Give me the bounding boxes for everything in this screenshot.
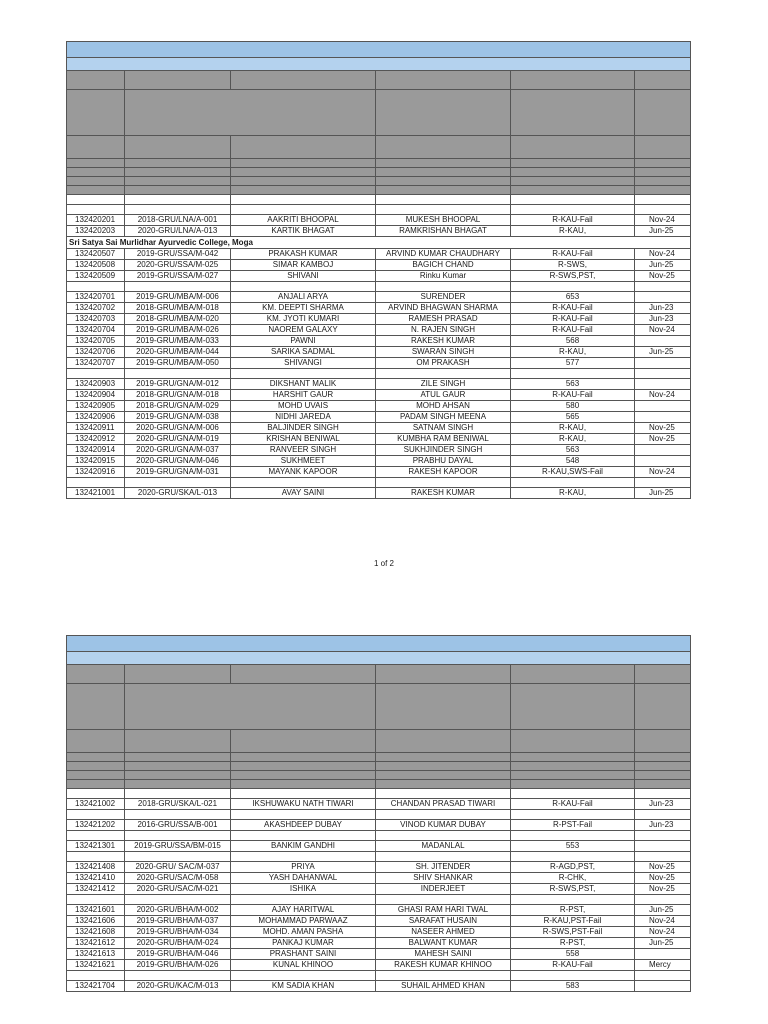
session-cell: Mercy bbox=[635, 960, 691, 971]
result-status-cell: R-SWS,PST-Fail bbox=[511, 927, 635, 938]
registration-number-cell: 2018-GRU/GNA/M-018 bbox=[125, 390, 231, 401]
roll-number-cell: 132420703 bbox=[67, 314, 125, 325]
roll-number-cell: 132421408 bbox=[67, 862, 125, 873]
registration-number-cell: 2019-GRU/MBA/M-033 bbox=[125, 336, 231, 347]
table-row bbox=[67, 412, 691, 423]
father-name-cell: SHIV SHANKAR bbox=[376, 873, 511, 884]
registration-number-cell: 2020-GRU/SKA/L-013 bbox=[125, 488, 231, 499]
session-cell: Nov-25 bbox=[635, 884, 691, 895]
registration-number-cell: 2018-GRU/LNA/A-001 bbox=[125, 215, 231, 226]
session-cell bbox=[635, 456, 691, 467]
session-cell: Nov-24 bbox=[635, 916, 691, 927]
table-row bbox=[67, 467, 691, 478]
student-name-cell: PANKAJ KUMAR bbox=[231, 938, 376, 949]
student-name-cell: PRASHANT SAINI bbox=[231, 949, 376, 960]
session-cell: Jun-23 bbox=[635, 799, 691, 810]
result-status-cell: R-PST-Fail bbox=[511, 820, 635, 831]
table-row bbox=[67, 884, 691, 895]
result-status-cell: R-KAU,SWS-Fail bbox=[511, 467, 635, 478]
session-cell: Nov-25 bbox=[635, 862, 691, 873]
session-cell bbox=[635, 379, 691, 390]
registration-number-cell: 2019-GRU/GNA/M-012 bbox=[125, 379, 231, 390]
father-name-cell: SUKHJINDER SINGH bbox=[376, 445, 511, 456]
header-row bbox=[67, 195, 691, 205]
father-name-cell: NASEER AHMED bbox=[376, 927, 511, 938]
result-status-cell: 553 bbox=[511, 841, 635, 852]
table-row bbox=[67, 905, 691, 916]
result-status-cell: R-PST, bbox=[511, 938, 635, 949]
student-name-cell: IKSHUWAKU NATH TIWARI bbox=[231, 799, 376, 810]
registration-number-cell: 2020-GRU/GNA/M-037 bbox=[125, 445, 231, 456]
roll-number-cell: 132420915 bbox=[67, 456, 125, 467]
father-name-cell: ATUL GAUR bbox=[376, 390, 511, 401]
father-name-cell: OM PRAKASH bbox=[376, 358, 511, 369]
table-row bbox=[67, 325, 691, 336]
table-row bbox=[67, 314, 691, 325]
table-row bbox=[67, 949, 691, 960]
session-cell bbox=[635, 401, 691, 412]
registration-number-cell: 2019-GRU/SSA/M-042 bbox=[125, 249, 231, 260]
result-status-cell: R-KAU, bbox=[511, 423, 635, 434]
session-cell: Jun-23 bbox=[635, 314, 691, 325]
student-name-cell: KARTIK BHAGAT bbox=[231, 226, 376, 237]
father-name-cell: BALWANT KUMAR bbox=[376, 938, 511, 949]
student-name-cell: ISHIKA bbox=[231, 884, 376, 895]
roll-number-cell: 132420201 bbox=[67, 215, 125, 226]
student-name-cell: SARIKA SADMAL bbox=[231, 347, 376, 358]
roll-number-cell: 132421612 bbox=[67, 938, 125, 949]
father-name-cell: CHANDAN PRASAD TIWARI bbox=[376, 799, 511, 810]
result-status-cell: R-KAU, bbox=[511, 434, 635, 445]
session-cell: Jun-25 bbox=[635, 226, 691, 237]
roll-number-cell: 132420706 bbox=[67, 347, 125, 358]
header-row bbox=[67, 177, 691, 186]
result-status-cell: R-CHK, bbox=[511, 873, 635, 884]
table-row bbox=[67, 799, 691, 810]
session-cell bbox=[635, 949, 691, 960]
table-row bbox=[67, 401, 691, 412]
student-name-cell: KUNAL KHINOO bbox=[231, 960, 376, 971]
session-cell: Nov-24 bbox=[635, 325, 691, 336]
session-cell: Jun-25 bbox=[635, 347, 691, 358]
father-name-cell: ARVIND BHAGWAN SHARMA bbox=[376, 303, 511, 314]
session-cell: Jun-25 bbox=[635, 488, 691, 499]
header-band bbox=[67, 636, 691, 652]
roll-number-cell: 132421704 bbox=[67, 981, 125, 992]
roll-number-cell: 132420705 bbox=[67, 336, 125, 347]
registration-number-cell: 2019-GRU/BHA/M-034 bbox=[125, 927, 231, 938]
registration-number-cell: 2019-GRU/GNA/M-031 bbox=[125, 467, 231, 478]
session-cell: Nov-25 bbox=[635, 873, 691, 884]
roll-number-cell: 132420701 bbox=[67, 292, 125, 303]
group-spacer bbox=[67, 852, 691, 862]
student-name-cell: MOHD. AMAN PASHA bbox=[231, 927, 376, 938]
registration-number-cell: 2016-GRU/SSA/B-001 bbox=[125, 820, 231, 831]
registration-number-cell: 2020-GRU/SSA/M-025 bbox=[125, 260, 231, 271]
header-row bbox=[67, 730, 691, 753]
header-band bbox=[67, 42, 691, 58]
session-cell: Nov-24 bbox=[635, 467, 691, 478]
father-name-cell: SARAFAT HUSAIN bbox=[376, 916, 511, 927]
table-row bbox=[67, 303, 691, 314]
registration-number-cell: 2019-GRU/SSA/BM-015 bbox=[125, 841, 231, 852]
header-band bbox=[67, 58, 691, 71]
registration-number-cell: 2018-GRU/SKA/L-021 bbox=[125, 799, 231, 810]
registration-number-cell: 2020-GRU/ SAC/M-037 bbox=[125, 862, 231, 873]
father-name-cell: ARVIND KUMAR CHAUDHARY bbox=[376, 249, 511, 260]
student-name-cell: SIMAR KAMBOJ bbox=[231, 260, 376, 271]
student-name-cell: KM. JYOTI KUMARI bbox=[231, 314, 376, 325]
session-cell: Nov-25 bbox=[635, 434, 691, 445]
roll-number-cell: 132420508 bbox=[67, 260, 125, 271]
registration-number-cell: 2019-GRU/BHA/M-046 bbox=[125, 949, 231, 960]
table-row bbox=[67, 215, 691, 226]
result-status-cell: R-KAU-Fail bbox=[511, 215, 635, 226]
student-name-cell: RANVEER SINGH bbox=[231, 445, 376, 456]
result-status-cell: 577 bbox=[511, 358, 635, 369]
father-name-cell: SUHAIL AHMED KHAN bbox=[376, 981, 511, 992]
result-status-cell: R-KAU-Fail bbox=[511, 249, 635, 260]
student-name-cell: BALJINDER SINGH bbox=[231, 423, 376, 434]
roll-number-cell: 132421606 bbox=[67, 916, 125, 927]
table-row bbox=[67, 260, 691, 271]
student-name-cell: KM. DEEPTI SHARMA bbox=[231, 303, 376, 314]
registration-number-cell: 2019-GRU/BHA/M-037 bbox=[125, 916, 231, 927]
table-row bbox=[67, 358, 691, 369]
father-name-cell: GHASI RAM HARI TWAL bbox=[376, 905, 511, 916]
table-row bbox=[67, 249, 691, 260]
father-name-cell: MOHD AHSAN bbox=[376, 401, 511, 412]
group-spacer bbox=[67, 282, 691, 292]
table-row bbox=[67, 456, 691, 467]
roll-number-cell: 132420906 bbox=[67, 412, 125, 423]
page-number: 1 of 2 bbox=[373, 559, 394, 568]
header-row bbox=[67, 71, 691, 90]
student-name-cell: HARSHIT GAUR bbox=[231, 390, 376, 401]
registration-number-cell: 2020-GRU/GNA/M-046 bbox=[125, 456, 231, 467]
college-name: Sri Satya Sai Murlidhar Ayurvedic College, Moga bbox=[67, 237, 691, 249]
registration-number-cell: 2019-GRU/MBA/M-026 bbox=[125, 325, 231, 336]
table-row bbox=[67, 390, 691, 401]
roll-number-cell: 132421202 bbox=[67, 820, 125, 831]
registration-number-cell: 2019-GRU/MBA/M-006 bbox=[125, 292, 231, 303]
student-name-cell: ANJALI ARYA bbox=[231, 292, 376, 303]
registration-number-cell: 2018-GRU/MBA/M-018 bbox=[125, 303, 231, 314]
table-row bbox=[67, 226, 691, 237]
result-status-cell: R-KAU,PST-Fail bbox=[511, 916, 635, 927]
roll-number-cell: 132421002 bbox=[67, 799, 125, 810]
session-cell: Nov-24 bbox=[635, 390, 691, 401]
roll-number-cell: 132420509 bbox=[67, 271, 125, 282]
result-status-cell: R-KAU-Fail bbox=[511, 390, 635, 401]
student-name-cell: PRAKASH KUMAR bbox=[231, 249, 376, 260]
table-row bbox=[67, 445, 691, 456]
student-name-cell: NAOREM GALAXY bbox=[231, 325, 376, 336]
table-row bbox=[67, 271, 691, 282]
father-name-cell: RAMESH PRASAD bbox=[376, 314, 511, 325]
result-status-cell: R-KAU-Fail bbox=[511, 303, 635, 314]
header-row bbox=[67, 762, 691, 771]
registration-number-cell: 2020-GRU/LNA/A-013 bbox=[125, 226, 231, 237]
student-name-cell: MOHAMMAD PARWAAZ bbox=[231, 916, 376, 927]
session-cell bbox=[635, 292, 691, 303]
student-name-cell: PRIYA bbox=[231, 862, 376, 873]
result-status-cell: R-AGD,PST, bbox=[511, 862, 635, 873]
result-sheet-page-1 bbox=[66, 41, 690, 499]
session-cell: Jun-25 bbox=[635, 938, 691, 949]
session-cell: Jun-25 bbox=[635, 260, 691, 271]
student-name-cell: NIDHI JAREDA bbox=[231, 412, 376, 423]
roll-number-cell: 132420702 bbox=[67, 303, 125, 314]
father-name-cell: Rinku Kumar bbox=[376, 271, 511, 282]
group-spacer bbox=[67, 831, 691, 841]
father-name-cell: VINOD KUMAR DUBAY bbox=[376, 820, 511, 831]
father-name-cell: MADANLAL bbox=[376, 841, 511, 852]
father-name-cell: KUMBHA RAM BENIWAL bbox=[376, 434, 511, 445]
session-cell: Nov-24 bbox=[635, 215, 691, 226]
session-cell: Nov-25 bbox=[635, 423, 691, 434]
header-band bbox=[67, 652, 691, 665]
group-spacer bbox=[67, 810, 691, 820]
session-cell bbox=[635, 358, 691, 369]
roll-number-cell: 132421613 bbox=[67, 949, 125, 960]
header-row bbox=[67, 771, 691, 780]
student-name-cell: SHIVANGI bbox=[231, 358, 376, 369]
roll-number-cell: 132420704 bbox=[67, 325, 125, 336]
table-row bbox=[67, 347, 691, 358]
result-status-cell: 583 bbox=[511, 981, 635, 992]
table-row bbox=[67, 841, 691, 852]
roll-number-cell: 132421608 bbox=[67, 927, 125, 938]
roll-number-cell: 132420507 bbox=[67, 249, 125, 260]
roll-number-cell: 132420203 bbox=[67, 226, 125, 237]
student-name-cell: YASH DAHANWAL bbox=[231, 873, 376, 884]
student-name-cell: BANKIM GANDHI bbox=[231, 841, 376, 852]
father-name-cell: RAMKRISHAN BHAGAT bbox=[376, 226, 511, 237]
result-status-cell: R-KAU, bbox=[511, 226, 635, 237]
result-status-cell: 568 bbox=[511, 336, 635, 347]
table-row bbox=[67, 873, 691, 884]
father-name-cell: RAKESH KUMAR bbox=[376, 488, 511, 499]
header-row bbox=[67, 780, 691, 789]
result-status-cell: R-SWS,PST, bbox=[511, 884, 635, 895]
roll-number-cell: 132421001 bbox=[67, 488, 125, 499]
father-name-cell: RAKESH KAPOOR bbox=[376, 467, 511, 478]
father-name-cell: SH. JITENDER bbox=[376, 862, 511, 873]
header-row bbox=[67, 186, 691, 195]
registration-number-cell: 2018-GRU/GNA/M-029 bbox=[125, 401, 231, 412]
father-name-cell: SWARAN SINGH bbox=[376, 347, 511, 358]
header-row bbox=[67, 205, 691, 215]
roll-number-cell: 132420904 bbox=[67, 390, 125, 401]
result-table-2 bbox=[66, 635, 691, 992]
header-row bbox=[67, 90, 691, 136]
result-status-cell: R-SWS, bbox=[511, 260, 635, 271]
result-status-cell: R-SWS,PST, bbox=[511, 271, 635, 282]
father-name-cell: INDERJEET bbox=[376, 884, 511, 895]
registration-number-cell: 2019-GRU/SSA/M-027 bbox=[125, 271, 231, 282]
result-status-cell: 558 bbox=[511, 949, 635, 960]
registration-number-cell: 2018-GRU/MBA/M-020 bbox=[125, 314, 231, 325]
student-name-cell: PAWNI bbox=[231, 336, 376, 347]
student-name-cell: AVAY SAINI bbox=[231, 488, 376, 499]
result-status-cell: R-KAU-Fail bbox=[511, 799, 635, 810]
student-name-cell: MAYANK KAPOOR bbox=[231, 467, 376, 478]
student-name-cell: MOHD UVAIS bbox=[231, 401, 376, 412]
father-name-cell: N. RAJEN SINGH bbox=[376, 325, 511, 336]
session-cell: Nov-25 bbox=[635, 271, 691, 282]
result-status-cell: 548 bbox=[511, 456, 635, 467]
roll-number-cell: 132420916 bbox=[67, 467, 125, 478]
student-name-cell: KRISHAN BENIWAL bbox=[231, 434, 376, 445]
registration-number-cell: 2019-GRU/GNA/M-038 bbox=[125, 412, 231, 423]
session-cell: Nov-24 bbox=[635, 249, 691, 260]
student-name-cell: AJAY HARITWAL bbox=[231, 905, 376, 916]
group-spacer bbox=[67, 895, 691, 905]
roll-number-cell: 132421601 bbox=[67, 905, 125, 916]
college-heading-row bbox=[67, 237, 691, 249]
table-row bbox=[67, 379, 691, 390]
student-name-cell: AKASHDEEP DUBAY bbox=[231, 820, 376, 831]
registration-number-cell: 2020-GRU/BHA/M-002 bbox=[125, 905, 231, 916]
registration-number-cell: 2019-GRU/BHA/M-026 bbox=[125, 960, 231, 971]
session-cell: Jun-23 bbox=[635, 303, 691, 314]
roll-number-cell: 132420707 bbox=[67, 358, 125, 369]
table-row bbox=[67, 488, 691, 499]
session-cell: Jun-25 bbox=[635, 905, 691, 916]
header-row bbox=[67, 665, 691, 684]
result-status-cell: R-KAU-Fail bbox=[511, 314, 635, 325]
table-row bbox=[67, 938, 691, 949]
table-row bbox=[67, 960, 691, 971]
father-name-cell: PADAM SINGH MEENA bbox=[376, 412, 511, 423]
roll-number-cell: 132420912 bbox=[67, 434, 125, 445]
result-status-cell: R-KAU-Fail bbox=[511, 325, 635, 336]
result-status-cell: R-PST, bbox=[511, 905, 635, 916]
roll-number-cell: 132420905 bbox=[67, 401, 125, 412]
father-name-cell: SURENDER bbox=[376, 292, 511, 303]
table-row bbox=[67, 423, 691, 434]
student-name-cell: DIKSHANT MALIK bbox=[231, 379, 376, 390]
father-name-cell: RAKESH KUMAR bbox=[376, 336, 511, 347]
father-name-cell: RAKESH KUMAR KHINOO bbox=[376, 960, 511, 971]
registration-number-cell: 2019-GRU/MBA/M-050 bbox=[125, 358, 231, 369]
result-status-cell: 565 bbox=[511, 412, 635, 423]
roll-number-cell: 132421301 bbox=[67, 841, 125, 852]
session-cell bbox=[635, 445, 691, 456]
table-row bbox=[67, 981, 691, 992]
table-row bbox=[67, 336, 691, 347]
session-cell bbox=[635, 841, 691, 852]
table-row bbox=[67, 927, 691, 938]
header-row bbox=[67, 136, 691, 159]
session-cell bbox=[635, 412, 691, 423]
result-status-cell: R-KAU, bbox=[511, 347, 635, 358]
group-spacer bbox=[67, 971, 691, 981]
result-status-cell: R-KAU, bbox=[511, 488, 635, 499]
session-cell bbox=[635, 336, 691, 347]
registration-number-cell: 2020-GRU/SAC/M-021 bbox=[125, 884, 231, 895]
registration-number-cell: 2020-GRU/SAC/M-058 bbox=[125, 873, 231, 884]
result-status-cell: 653 bbox=[511, 292, 635, 303]
result-status-cell: 563 bbox=[511, 445, 635, 456]
registration-number-cell: 2020-GRU/KAC/M-013 bbox=[125, 981, 231, 992]
father-name-cell: MAHESH SAINI bbox=[376, 949, 511, 960]
father-name-cell: ZILE SINGH bbox=[376, 379, 511, 390]
registration-number-cell: 2020-GRU/MBA/M-044 bbox=[125, 347, 231, 358]
roll-number-cell: 132421410 bbox=[67, 873, 125, 884]
student-name-cell: SUKHMEET bbox=[231, 456, 376, 467]
roll-number-cell: 132420914 bbox=[67, 445, 125, 456]
table-row bbox=[67, 292, 691, 303]
result-status-cell: R-KAU-Fail bbox=[511, 960, 635, 971]
session-cell: Nov-24 bbox=[635, 927, 691, 938]
table-row bbox=[67, 434, 691, 445]
session-cell: Jun-23 bbox=[635, 820, 691, 831]
group-spacer bbox=[67, 369, 691, 379]
father-name-cell: SATNAM SINGH bbox=[376, 423, 511, 434]
table-row bbox=[67, 820, 691, 831]
header-row bbox=[67, 789, 691, 799]
student-name-cell: SHIVANI bbox=[231, 271, 376, 282]
header-row bbox=[67, 753, 691, 762]
table-row bbox=[67, 916, 691, 927]
result-status-cell: 563 bbox=[511, 379, 635, 390]
registration-number-cell: 2020-GRU/GNA/M-006 bbox=[125, 423, 231, 434]
father-name-cell: MUKESH BHOOPAL bbox=[376, 215, 511, 226]
registration-number-cell: 2020-GRU/BHA/M-024 bbox=[125, 938, 231, 949]
roll-number-cell: 132421621 bbox=[67, 960, 125, 971]
student-name-cell: AAKRITI BHOOPAL bbox=[231, 215, 376, 226]
result-sheet-page-2 bbox=[66, 635, 690, 992]
header-row bbox=[67, 168, 691, 177]
table-row bbox=[67, 862, 691, 873]
result-status-cell: 580 bbox=[511, 401, 635, 412]
group-spacer bbox=[67, 478, 691, 488]
roll-number-cell: 132421412 bbox=[67, 884, 125, 895]
header-row bbox=[67, 159, 691, 168]
roll-number-cell: 132420911 bbox=[67, 423, 125, 434]
father-name-cell: PRABHU DAYAL bbox=[376, 456, 511, 467]
session-cell bbox=[635, 981, 691, 992]
result-table-1 bbox=[66, 41, 691, 499]
registration-number-cell: 2020-GRU/GNA/M-019 bbox=[125, 434, 231, 445]
student-name-cell: KM SADIA KHAN bbox=[231, 981, 376, 992]
father-name-cell: BAGICH CHAND bbox=[376, 260, 511, 271]
roll-number-cell: 132420903 bbox=[67, 379, 125, 390]
header-row bbox=[67, 684, 691, 730]
